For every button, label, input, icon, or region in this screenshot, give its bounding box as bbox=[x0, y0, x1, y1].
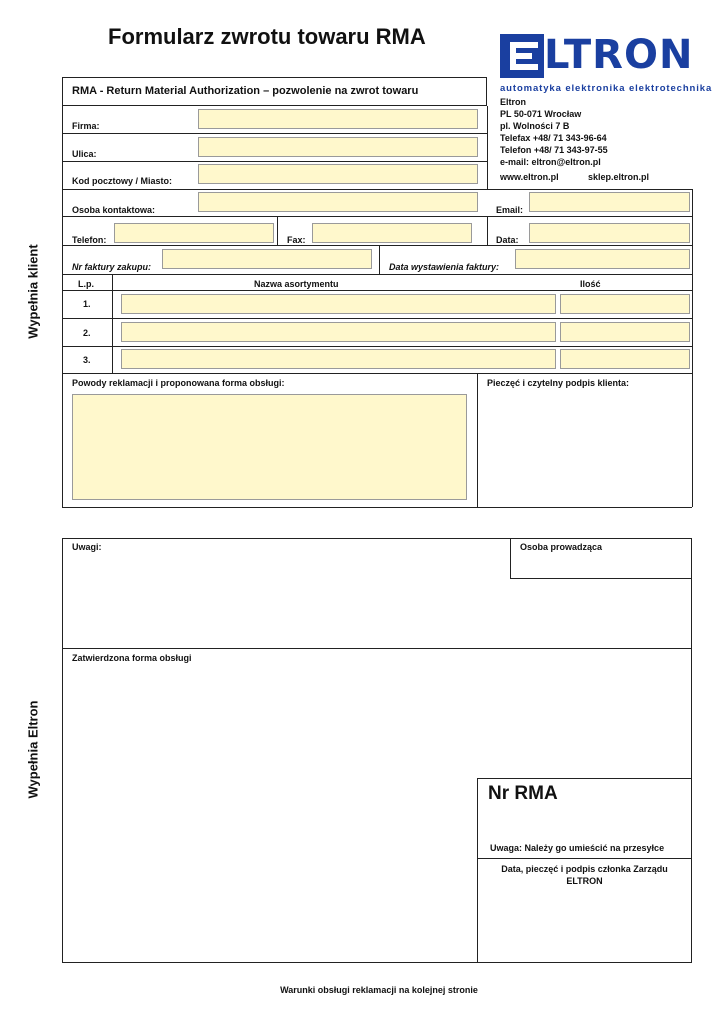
row-2-qty-field[interactable] bbox=[560, 322, 690, 342]
row-2-name-field[interactable] bbox=[121, 322, 556, 342]
logo-e-box bbox=[500, 34, 544, 78]
row-2-number: 2. bbox=[83, 328, 91, 338]
invoice-field[interactable] bbox=[162, 249, 372, 269]
footer-note: Warunki obsługi reklamacji na kolejnej stronie bbox=[280, 985, 478, 995]
col-name-header: Nazwa asortymentu bbox=[254, 279, 339, 289]
invoice-date-field[interactable] bbox=[515, 249, 690, 269]
rma-header: RMA - Return Material Authorization – pozwolenie na zwrot towaru bbox=[72, 85, 419, 97]
eltron-logo bbox=[500, 32, 713, 94]
fax-label: Fax: bbox=[287, 235, 306, 245]
rma-note: Uwaga: Należy go umieścić na przesyłce bbox=[490, 843, 665, 853]
eltron-section-box bbox=[62, 538, 692, 963]
approved-label: Zatwierdzona forma obsługi bbox=[72, 653, 192, 663]
logo-tagline: automatyka elektronika elektrotechnika bbox=[500, 83, 713, 94]
street-label: Ulica: bbox=[72, 149, 97, 159]
date-field[interactable] bbox=[529, 223, 690, 243]
date-label: Data: bbox=[496, 235, 519, 245]
reasons-field[interactable] bbox=[72, 394, 467, 500]
handler-label: Osoba prowadząca bbox=[520, 542, 603, 552]
board-signature-line2: ELTRON bbox=[566, 876, 603, 886]
row-3-number: 3. bbox=[83, 355, 91, 365]
contact-phone: Telefon +48/ 71 343-97-55 bbox=[500, 145, 608, 155]
company-field[interactable] bbox=[198, 109, 478, 129]
row-1-number: 1. bbox=[83, 299, 91, 309]
contact-person-label: Osoba kontaktowa: bbox=[72, 205, 156, 215]
invoice-date-label: Data wystawienia faktury: bbox=[389, 262, 500, 272]
notes-label: Uwagi: bbox=[72, 542, 102, 552]
phone-field[interactable] bbox=[114, 223, 274, 243]
invoice-label: Nr faktury zakupu: bbox=[72, 262, 152, 272]
signature-label: Pieczęć i czytelny podpis klienta: bbox=[487, 378, 630, 388]
phone-label: Telefon: bbox=[72, 235, 107, 245]
row-3-name-field[interactable] bbox=[121, 349, 556, 369]
contact-name: Eltron bbox=[500, 97, 526, 107]
side-label-client: Wypełnia klient bbox=[25, 244, 41, 339]
postal-label: Kod pocztowy / Miasto: bbox=[72, 176, 172, 186]
col-lp-header: L.p. bbox=[78, 279, 94, 289]
fax-field[interactable] bbox=[312, 223, 472, 243]
email-field[interactable] bbox=[529, 192, 690, 212]
row-3-qty-field[interactable] bbox=[560, 349, 690, 369]
contact-postal: PL 50-071 Wrocław bbox=[500, 109, 582, 119]
street-field[interactable] bbox=[198, 137, 478, 157]
contact-fax: Telefax +48/ 71 343-96-64 bbox=[500, 133, 607, 143]
company-label: Firma: bbox=[72, 121, 100, 131]
row-1-qty-field[interactable] bbox=[560, 294, 690, 314]
col-qty-header: Ilość bbox=[580, 279, 601, 289]
side-label-eltron: Wypełnia Eltron bbox=[25, 700, 41, 799]
contact-street: pl. Wolności 7 B bbox=[500, 121, 570, 131]
reasons-label: Powody reklamacji i proponowana forma obsługi: bbox=[72, 378, 285, 388]
contact-shop: sklep.eltron.pl bbox=[588, 172, 650, 182]
postal-field[interactable] bbox=[198, 164, 478, 184]
contact-person-field[interactable] bbox=[198, 192, 478, 212]
page-title: Formularz zwrotu towaru RMA bbox=[108, 24, 426, 49]
email-label: Email: bbox=[496, 205, 524, 215]
logo-wordmark: LTRON bbox=[544, 32, 694, 78]
row-1-name-field[interactable] bbox=[121, 294, 556, 314]
contact-www: www.eltron.pl bbox=[500, 172, 559, 182]
rma-number-label: Nr RMA bbox=[488, 783, 558, 804]
board-signature-line1: Data, pieczęć i podpis członka Zarządu bbox=[501, 864, 668, 874]
contact-email: e-mail: eltron@eltron.pl bbox=[500, 157, 601, 167]
